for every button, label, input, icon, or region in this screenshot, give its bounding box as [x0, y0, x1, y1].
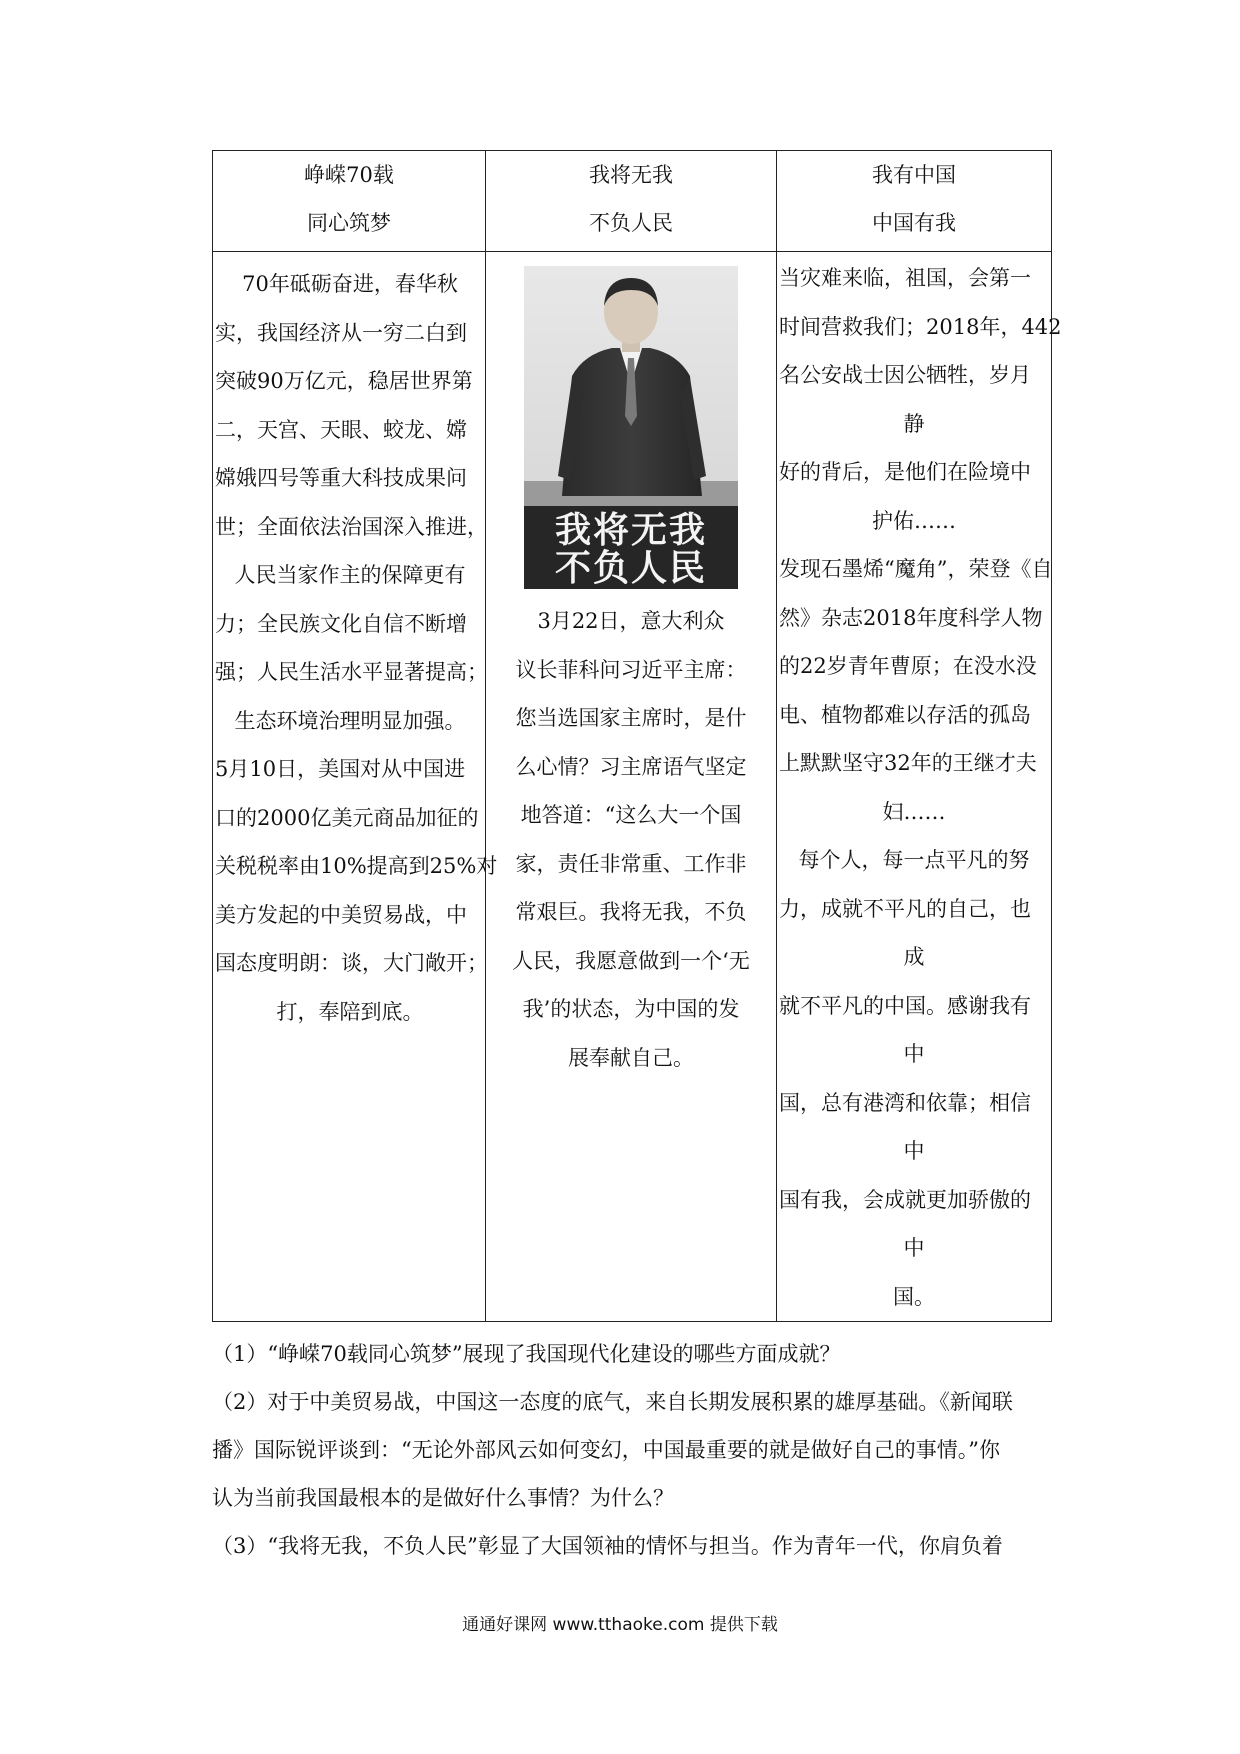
- column-3-line: 中: [903, 1042, 925, 1066]
- column-3-line: 的22岁青年曹原；在没水没: [779, 654, 1037, 678]
- question-line: 播》国际锐评谈到：“无论外部风云如何变幻，中国最重要的就是做好自己的事情。”你: [212, 1438, 1000, 1462]
- column-3-line: 电、植物都难以存活的孤岛: [779, 702, 1031, 727]
- leader-photo: [524, 266, 738, 589]
- column-1-line: 力；全民族文化自信不断增: [215, 611, 467, 636]
- header-cell-2: [486, 151, 777, 252]
- column-1-line: 打，奉陪到底。: [276, 999, 424, 1024]
- question-line: 认为当前我国最根本的是做好什么事情？为什么？: [212, 1486, 674, 1510]
- column-3-line: 国，总有港湾和依靠；相信: [779, 1090, 1031, 1115]
- table-header-row: [213, 151, 1052, 252]
- header-3-line2: 中国有我: [872, 211, 956, 235]
- photo-banner-line1: 我将无我: [554, 510, 707, 551]
- column-2-line: 您当选国家主席时，是什: [515, 706, 747, 730]
- column-3-line: 发现石墨烯“魔角”，荣登《自: [779, 557, 1053, 581]
- column-2-line: 3月22日，意大利众: [537, 609, 725, 633]
- column-2-line: 展奉献自己。: [568, 1045, 694, 1070]
- header-2-line2: 不负人民: [589, 211, 673, 235]
- column-3-line: 名公安战士因公牺牲，岁月: [779, 363, 1031, 387]
- header-2-line1: 我将无我: [589, 163, 673, 187]
- column-3-line: 静: [903, 411, 925, 436]
- column-1-line: 口的2000亿美元商品加征的: [215, 805, 479, 830]
- body-cell-3: [777, 252, 1062, 1322]
- column-2-line: 议长菲科问习近平主席：: [515, 657, 747, 682]
- column-3-line: 护佑……: [872, 508, 956, 533]
- column-1-line: 世；全面依法治国深入推进，: [215, 514, 488, 539]
- header-cell-3: [777, 151, 1052, 252]
- body-cell-2: [486, 252, 777, 1322]
- column-2-line: 地答道：“这么大一个国: [520, 803, 742, 827]
- column-2-line: 我’的状态，为中国的发: [522, 997, 740, 1021]
- column-3-line: 上默默坚守32年的王继才夫: [779, 751, 1037, 775]
- column-2-line: 家，责任非常重、工作非: [515, 851, 747, 876]
- column-3-line: 然》杂志2018年度科学人物: [779, 605, 1043, 630]
- header-1-line1: 峥嵘70载: [304, 163, 394, 187]
- column-1-text: [213, 252, 498, 1036]
- question-line: （3）“我将无我，不负人民”彰显了大国领袖的情怀与担当。作为青年一代，你肩负着: [212, 1534, 1003, 1558]
- body-cell-1: [213, 252, 498, 1322]
- column-3-line: 国有我，会成就更加骄傲的: [779, 1187, 1031, 1212]
- column-3-line: 中: [903, 1236, 925, 1260]
- column-1-line: 突破90万亿元，稳居世界第: [215, 369, 473, 393]
- questions-block: [212, 1330, 1050, 1570]
- column-3-text: [777, 252, 1062, 1321]
- footer-source: 通通好课网 www.tthaoke.com 提供下载: [462, 1615, 778, 1635]
- column-1-line: 美方发起的中美贸易战，中: [215, 902, 467, 927]
- question-line: （1）“峥嵘70载同心筑梦”展现了我国现代化建设的哪些方面成就？: [212, 1342, 841, 1366]
- column-1-line: 人民当家作主的保障更有: [234, 563, 466, 587]
- column-2-line: 么心情？习主席语气坚定: [515, 754, 747, 779]
- column-3-line: 国。: [893, 1284, 935, 1309]
- column-2-text: [486, 597, 776, 1082]
- column-1-line: 强；人民生活水平显著提高；: [215, 660, 488, 684]
- column-1-line: 二，天宫、天眼、蛟龙、嫦: [215, 417, 467, 442]
- column-3-line: 妇……: [882, 799, 946, 824]
- column-3-line: 当灾难来临，祖国，会第一: [779, 266, 1031, 290]
- column-1-line: 关税税率由10%提高到25%对: [215, 854, 498, 878]
- column-3-line: 每个人，每一点平凡的努: [798, 848, 1030, 872]
- photo-banner-line2: 不负人民: [554, 548, 707, 589]
- column-1-line: 国态度明朗：谈，大门敞开；: [215, 951, 488, 975]
- column-1-line: 生态环境治理明显加强。: [234, 708, 466, 733]
- header-cell-1: [213, 151, 486, 252]
- column-1-line: 嫦娥四号等重大科技成果问: [215, 466, 467, 490]
- column-3-line: 成: [903, 945, 925, 969]
- column-3-line: 中: [903, 1139, 925, 1163]
- header-3-line1: 我有中国: [872, 163, 956, 187]
- header-1-line2: 同心筑梦: [307, 211, 391, 235]
- table-body-row: [213, 252, 1052, 1322]
- column-3-line: 就不平凡的中国。感谢我有: [779, 993, 1031, 1018]
- content-table: [212, 150, 1062, 1322]
- column-3-line: 力，成就不平凡的自己，也: [779, 896, 1031, 921]
- column-2-line: 人民，我愿意做到一个‘无: [512, 948, 750, 973]
- column-2-line: 常艰巨。我将无我，不负: [515, 900, 747, 924]
- column-3-line: 好的背后，是他们在险境中: [779, 460, 1031, 484]
- question-line: （2）对于中美贸易战，中国这一态度的底气，来自长期发展积累的雄厚基础。《新闻联: [212, 1390, 1013, 1414]
- column-1-line: 70年砥砺奋进，春华秋: [242, 272, 458, 296]
- column-3-line: 时间营救我们；2018年，442: [779, 314, 1062, 339]
- column-1-line: 5月10日，美国对从中国进: [215, 757, 466, 781]
- column-1-line: 实，我国经济从一穷二白到: [215, 320, 467, 345]
